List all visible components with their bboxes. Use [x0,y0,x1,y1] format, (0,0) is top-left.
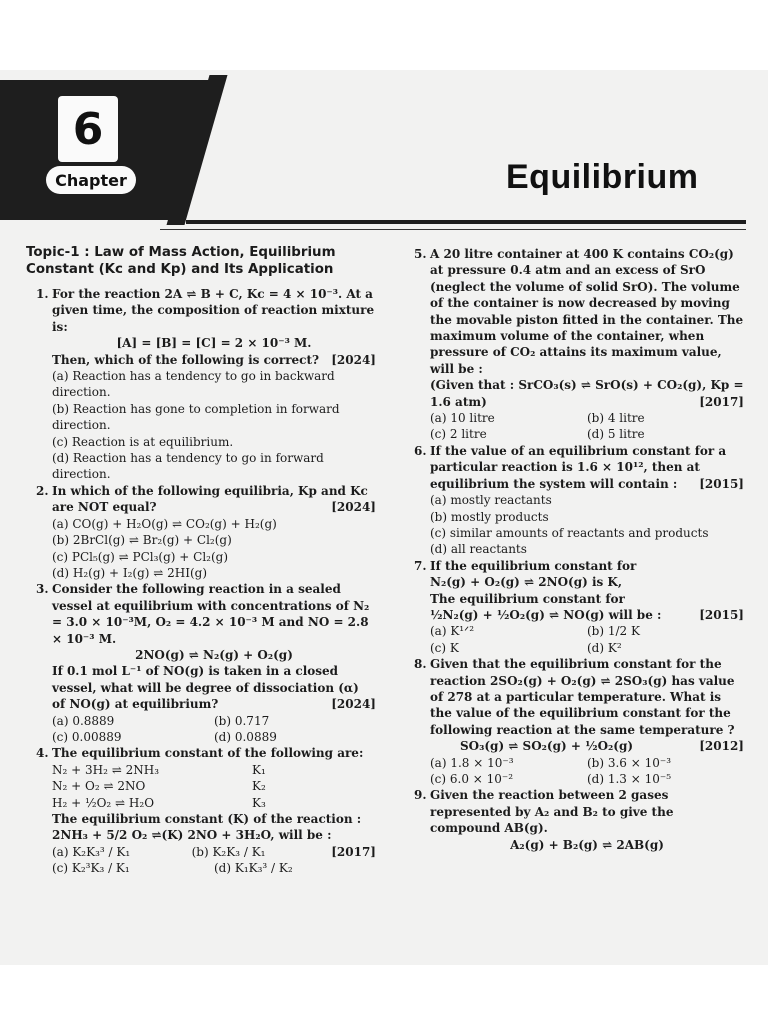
year-tag: [2015] [699,607,744,622]
reaction-row [26,762,376,778]
reaction-line: N₂(g) + O₂(g) ⇌ 2NO(g) is K, [430,575,623,590]
option-b: (b) 1/2 K [587,624,640,639]
year-tag: [2024] [331,352,376,367]
options-row [404,623,744,639]
question-9 [404,787,744,853]
option-b: (b) 0.717 [214,713,270,728]
reaction-row [26,795,376,811]
option-a: (a) mostly reactants [430,493,552,508]
options-row [404,755,744,771]
question-number: 7. [414,558,427,573]
option-d: (d) H₂(g) + I₂(g) ⇌ 2HI(g) [52,565,208,580]
question-ask [52,352,376,368]
option-d: (d) all reactants [430,542,527,557]
year-tag: [2017] [331,844,376,859]
question-number: 9. [414,788,427,803]
option-a: (a) Reaction has a tendency to go in backward direction. [52,369,335,400]
reaction: ½N₂(g) + ½O₂(g) ⇌ NO(g) will be : [430,607,662,622]
reaction-row [430,738,744,754]
year-tag: [2024] [331,697,376,712]
reaction: N₂ + O₂ ⇌ 2NO [52,779,146,794]
question-stem-row [430,443,744,492]
question-number: 5. [414,247,427,261]
question-ask-row [52,663,376,712]
options-row [404,640,744,656]
question-2 [26,483,376,516]
option-d: (d) 5 litre [587,427,645,442]
option-d: (d) K² [587,640,622,655]
reaction: 2NH₃ + 5/2 O₂ ⇌(K) 2NO + 3H₂O, will be : [52,828,332,843]
question-number: 4. [36,746,49,761]
title-rule-thin [160,229,746,230]
option-c: (c) 6.0 × 10⁻² [430,772,514,786]
mid-text: The equilibrium constant for [430,591,625,606]
options-row [404,771,744,787]
year-tag: [2015] [699,476,744,491]
option-c: (c) PCl₅(g) ⇌ PCl₃(g) + Cl₂(g) [52,549,229,564]
option-d: (d) Reaction has a tendency to go in forward direction. [52,451,324,482]
question-stem: Given the reaction between 2 gases represented by A₂ and B₂ to give the compound AB(g). [430,788,674,836]
question-stem: Consider the following reaction in a sealed vessel at equilibrium with concentrations of N₂ = 3.0 × 10⁻³M, O₂ = 4.2 × 10⁻³ M and NO = 2.8 × 10⁻³ M. [52,582,370,646]
reaction-line: A₂(g) + B₂(g) ⇌ 2AB(g) [510,837,664,852]
option-b: (b) 2BrCl(g) ⇌ Br₂(g) + Cl₂(g) [52,533,232,548]
constant: K₃ [252,795,266,810]
ask-text: Then, which of the following is correct? [52,352,320,367]
option-c: (c) 2 litre [430,427,487,442]
chapter-label: Chapter [46,166,136,194]
ask-text: The equilibrium constant (K) of the reaction : [52,812,362,826]
options-row [26,844,331,860]
question-stem: Given that the equilibrium constant for the reaction 2SO₂(g) + O₂(g) ⇌ 2SO₃(g) has value of 278 at a particular temperature. What is the value of the equilibrium constant for the following reaction at the same temperature ? [430,657,735,737]
option-d: (d) 0.0889 [214,729,277,744]
page-title: Equilibrium [506,158,699,196]
option-a: (a) K¹ᐟ² [430,624,474,639]
question-stem: If the value of an equilibrium constant for a particular reaction is 1.6 × 10¹², then at equilibrium the system will contain : [430,443,727,491]
reaction-row [26,778,376,794]
option-a: (a) CO(g) + H₂O(g) ⇌ CO₂(g) + H₂(g) [52,516,277,531]
option-a: (a) 0.8889 [52,713,115,728]
question-number: 6. [414,443,427,458]
question-3 [26,581,376,712]
options-row [404,426,744,442]
question-number: 3. [36,582,49,597]
question-8 [404,656,744,754]
option-d: (d) 1.3 × 10⁻⁵ [587,772,672,786]
options-row [26,713,376,729]
question-4 [26,745,376,761]
question-number: 1. [36,287,49,301]
question-number: 2. [36,483,49,498]
option-b: (b) 4 litre [587,411,645,426]
question-stem: The equilibrium constant of the following are: [52,746,364,761]
option-a: (a) 1.8 × 10⁻³ [430,755,514,770]
option-b: (b) mostly products [430,509,549,524]
option-c: (c) K₂³K₃ / K₁ [52,861,130,876]
constant: K₂ [252,779,266,794]
given-row [430,377,744,410]
ask-text: If 0.1 mol L⁻¹ of NO(g) is taken in a closed vessel, what will be degree of dissociation (α) of NO(g) at equilibrium? [52,664,359,712]
year-tag: [2012] [699,739,744,754]
given-text: (Given that : SrCO₃(s) ⇌ SrO(s) + CO₂(g), Kp = 1.6 atm) [430,378,744,409]
reaction: SO₃(g) ⇌ SO₂(g) + ½O₂(g) [460,739,634,754]
constant: K₁ [252,762,266,777]
question-1 [26,286,376,368]
title-rule [186,220,746,224]
reaction-row [430,607,744,623]
question-stem: A 20 litre container at 400 K contains CO₂(g) at pressure 0.4 atm and an excess of SrO (neglect the volume of solid SrO). The volume of the container is now decreased by moving the movable piston fitted in the container. The maximum volume of the container, when pressure of CO₂ attains its maximum value, will be : [430,247,744,376]
option-a: (a) 10 litre [430,411,495,426]
option-a: (a) K₂K₃³ / K₁ [52,844,131,859]
option-d: (d) K₁K₃³ / K₂ [214,861,293,876]
page-bottom-margin [0,965,768,1024]
option-c: (c) Reaction is at equilibrium. [52,434,234,449]
question-6 [404,443,744,492]
question-stem: If the equilibrium constant for [430,558,637,573]
right-column [404,246,744,853]
option-c: (c) K [430,640,459,655]
year-tag: [2024] [331,500,376,515]
question-number: 8. [414,657,427,672]
year-tag: [2017] [699,394,744,409]
option-b: (b) K₂K₃ / K₁ [191,844,266,859]
option-c: (c) similar amounts of reactants and products [430,525,709,540]
question-7 [404,558,744,624]
question-stem: For the reaction 2A ⇌ B + C, Kc = 4 × 10⁻³. At a given time, the composition of reaction mixture is: [52,287,375,334]
topic-heading: Topic-1 : Law of Mass Action, Equilibrium Constant (Kc and Kp) and Its Application [26,245,336,277]
reaction: N₂ + 3H₂ ⇌ 2NH₃ [52,762,159,777]
option-b: (b) Reaction has gone to completion in forward direction. [52,401,340,433]
left-column [26,244,376,877]
question-stem-row [52,483,376,516]
reaction: H₂ + ½O₂ ⇌ H₂O [52,795,155,810]
question-stem: In which of the following equilibria, Kp and Kc are NOT equal? [52,483,368,515]
question-5 [404,246,744,410]
options-row [26,729,376,745]
options-row [404,410,744,426]
reaction-line: 2NO(g) ⇌ N₂(g) + O₂(g) [135,647,293,662]
options-row [26,860,376,876]
concentration-line: [A] = [B] = [C] = 2 × 10⁻³ M. [116,336,312,351]
chapter-number: 6 [58,96,118,162]
option-c: (c) 0.00889 [52,729,122,744]
option-b: (b) 3.6 × 10⁻³ [587,755,672,770]
